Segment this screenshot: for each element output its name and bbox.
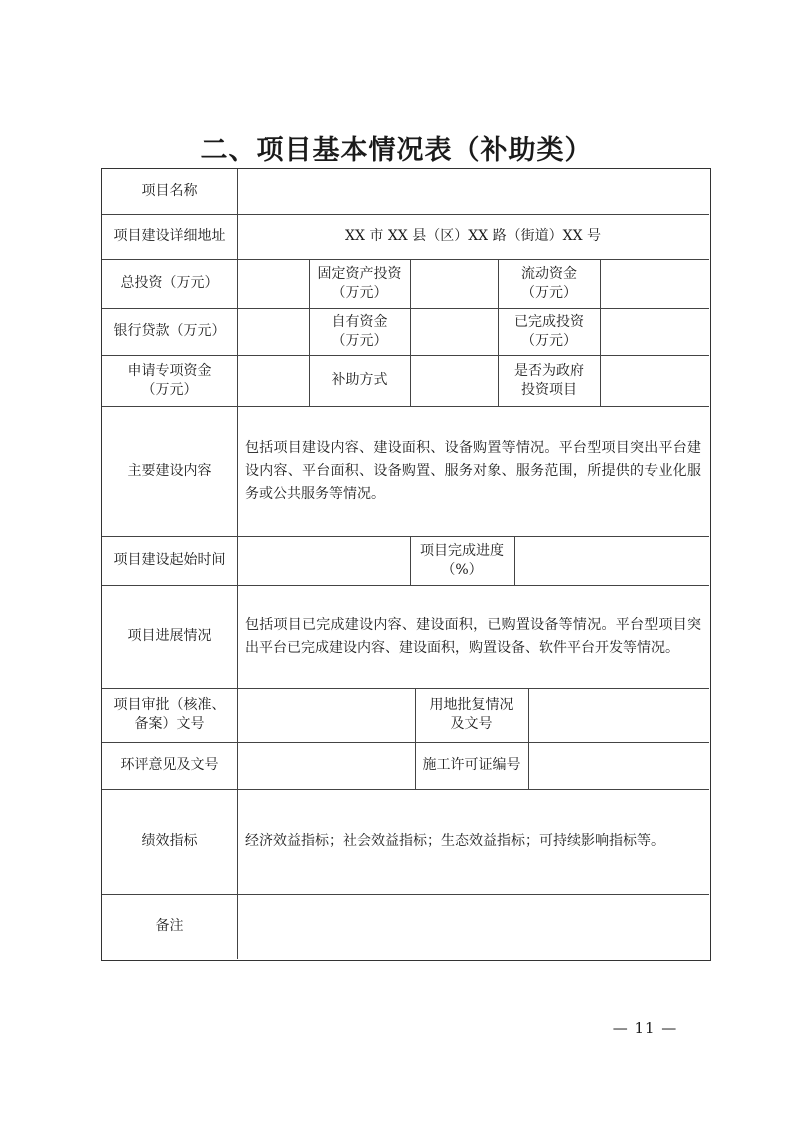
label-main-content: 主要建设内容 <box>127 462 212 479</box>
field-project-progress[interactable]: 包括项目已完成建设内容、建设面积，已购置设备等情况。平台型项目突出平台已完成建设内容、建设面积，购置设备、软件平台开发等情况。 <box>245 616 701 656</box>
field-completed-investment[interactable] <box>600 308 709 355</box>
label-remarks: 备注 <box>155 918 184 934</box>
label-construction-permit: 施工许可证编号 <box>422 757 521 773</box>
field-performance[interactable]: 经济效益指标；社会效益指标；生态效益指标；可持续影响指标等。 <box>245 833 665 849</box>
label-start-time: 项目建设起始时间 <box>113 552 226 568</box>
field-special-funds[interactable] <box>237 355 309 406</box>
field-total-investment[interactable] <box>237 259 309 308</box>
field-remarks[interactable] <box>237 894 709 959</box>
field-subsidy-method[interactable] <box>410 355 498 406</box>
label-special-funds: 申请专项资金 （万元） <box>127 362 212 398</box>
field-construction-permit[interactable] <box>528 742 709 789</box>
label-address: 项目建设详细地址 <box>113 228 226 244</box>
label-project-progress: 项目进展情况 <box>127 628 212 644</box>
label-eia: 环评意见及文号 <box>120 757 219 773</box>
field-approval-number[interactable] <box>237 688 415 742</box>
label-working-capital: 流动资金 （万元） <box>521 265 577 301</box>
project-info-form <box>101 168 711 961</box>
field-address[interactable]: XX 市 XX 县（区）XX 路（街道）XX 号 <box>345 228 601 244</box>
field-working-capital[interactable] <box>600 259 709 308</box>
label-subsidy-method: 补助方式 <box>331 372 388 388</box>
field-bank-loan[interactable] <box>237 308 309 355</box>
field-fixed-asset-investment[interactable] <box>410 259 498 308</box>
field-land-approval[interactable] <box>528 688 709 742</box>
field-self-funds[interactable] <box>410 308 498 355</box>
label-performance: 绩效指标 <box>141 833 198 849</box>
label-self-funds: 自有资金 （万元） <box>331 313 388 349</box>
label-completed-investment: 已完成投资 （万元） <box>514 313 584 349</box>
label-approval-number: 项目审批（核准、 备案）文号 <box>113 697 226 732</box>
page-number: — 11 — <box>612 1019 678 1037</box>
label-bank-loan: 银行贷款（万元） <box>113 323 226 339</box>
label-completion-progress: 项目完成进度 （%） <box>420 542 504 578</box>
field-eia[interactable] <box>237 742 415 789</box>
field-main-content[interactable]: 包括项目建设内容、建设面积、设备购置等情况。平台型项目突出平台建设内容、平台面积、设备购置、服务对象、服务范围，所提供的专业化服务或公共服务等情况。 <box>245 439 701 502</box>
field-completion-progress[interactable] <box>514 536 709 585</box>
label-fixed-asset-investment: 固定资产投资 （万元） <box>317 265 402 301</box>
field-start-time[interactable] <box>237 536 410 585</box>
label-land-approval: 用地批复情况 及文号 <box>429 697 514 732</box>
label-project-name: 项目名称 <box>141 183 198 199</box>
field-project-name[interactable] <box>237 169 709 214</box>
field-gov-investment[interactable] <box>600 355 709 406</box>
label-gov-investment: 是否为政府 投资项目 <box>514 362 584 398</box>
page-title: 二、项目基本情况表（补助类） <box>200 135 593 166</box>
label-total-investment: 总投资（万元） <box>120 275 219 291</box>
